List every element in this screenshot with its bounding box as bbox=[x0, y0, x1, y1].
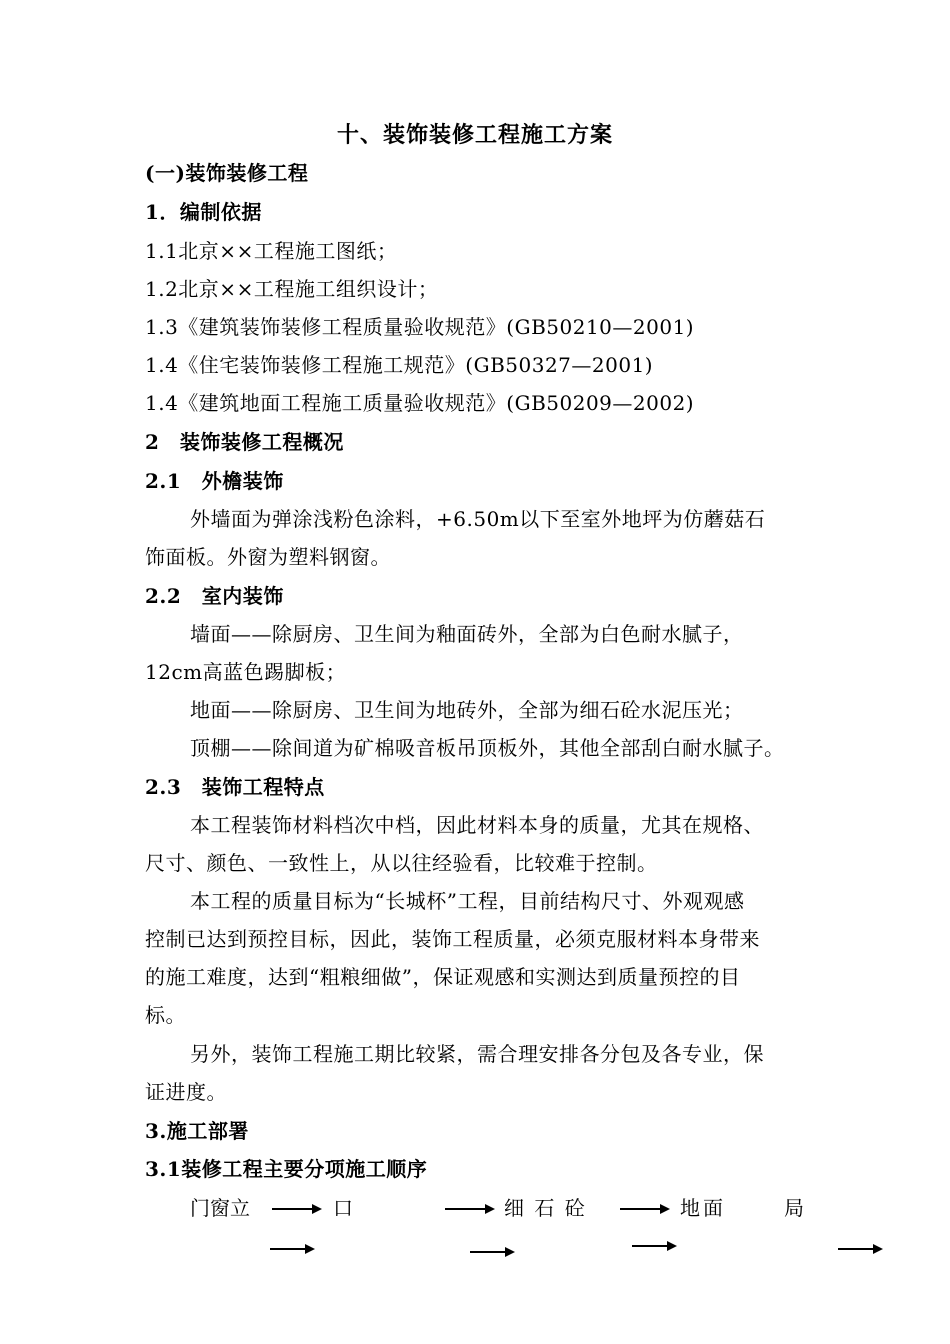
paragraph-line: 标。 bbox=[145, 1003, 186, 1027]
arrow-right-icon bbox=[838, 1242, 883, 1258]
arrow-right-icon bbox=[445, 1202, 495, 1218]
flow-step: 地面 bbox=[680, 1196, 726, 1220]
arrow-right-icon bbox=[620, 1202, 670, 1218]
features-heading: 2.3 装饰工程特点 bbox=[145, 775, 325, 799]
paragraph-line: 顶棚——除间道为矿棉吸音板吊顶板外，其他全部刮白耐水腻子。 bbox=[190, 736, 785, 760]
paragraph-line: 的施工难度，达到“粗粮细做”，保证观感和实测达到质量预控的目 bbox=[145, 965, 741, 989]
paragraph-line: 地面——除厨房、卫生间为地砖外，全部为细石砼水泥压光； bbox=[190, 698, 744, 722]
flow-step: 细 石 砼 bbox=[504, 1196, 587, 1220]
flow-step: 局 bbox=[784, 1196, 804, 1220]
interior-heading: 2.2 室内装饰 bbox=[145, 584, 284, 608]
basis-item: 1.4《建筑地面工程施工质量验收规范》(GB50209—2002) bbox=[145, 391, 695, 415]
paragraph-line: 饰面板。外窗为塑料钢窗。 bbox=[145, 545, 391, 569]
deployment-heading: 3.施工部署 bbox=[145, 1119, 249, 1143]
paragraph-line: 另外，装饰工程施工期比较紧，需合理安排各分包及各专业，保 bbox=[190, 1042, 764, 1066]
paragraph-line: 控制已达到预控目标，因此，装饰工程质量，必须克服材料本身带来 bbox=[145, 927, 760, 951]
flow-step: 口 bbox=[333, 1196, 353, 1220]
paragraph-line: 尺寸、颜色、一致性上，从以往经验看，比较难于控制。 bbox=[145, 851, 658, 875]
arrow-right-icon bbox=[632, 1239, 677, 1255]
basis-item: 1.4《住宅装饰装修工程施工规范》(GB50327—2001) bbox=[145, 353, 654, 377]
basis-item: 1.3《建筑装饰装修工程质量验收规范》(GB50210—2001) bbox=[145, 315, 695, 339]
flow-step: 门窗立 bbox=[190, 1196, 250, 1220]
basis-item: 1.1北京××工程施工图纸； bbox=[145, 239, 398, 263]
paragraph-line: 墙面——除厨房、卫生间为釉面砖外，全部为白色耐水腻子， bbox=[190, 622, 744, 646]
paragraph-line: 本工程装饰材料档次中档，因此材料本身的质量，尤其在规格、 bbox=[190, 813, 764, 837]
deployment-subheading: 3.1装修工程主要分项施工顺序 bbox=[145, 1157, 428, 1181]
paragraph-line: 外墙面为弹涂浅粉色涂料，+6.50m以下至室外地坪为仿蘑菇石 bbox=[190, 507, 766, 531]
section-heading: (一)装饰装修工程 bbox=[145, 161, 309, 185]
basis-item: 1.2北京××工程施工组织设计； bbox=[145, 277, 439, 301]
eave-heading: 2.1 外檐装饰 bbox=[145, 469, 284, 493]
arrow-right-icon bbox=[270, 1242, 315, 1258]
paragraph-line: 本工程的质量目标为“长城杯”工程，目前结构尺寸、外观观感 bbox=[190, 889, 745, 913]
basis-heading: 1．编制依据 bbox=[145, 200, 262, 224]
arrow-right-icon bbox=[470, 1245, 515, 1261]
arrow-right-icon bbox=[272, 1202, 322, 1218]
paragraph-line: 证进度。 bbox=[145, 1080, 227, 1104]
overview-heading: 2 装饰装修工程概况 bbox=[145, 430, 344, 454]
document-title: 十、装饰装修工程施工方案 bbox=[336, 123, 613, 148]
paragraph-line: 12cm高蓝色踢脚板； bbox=[145, 660, 347, 684]
